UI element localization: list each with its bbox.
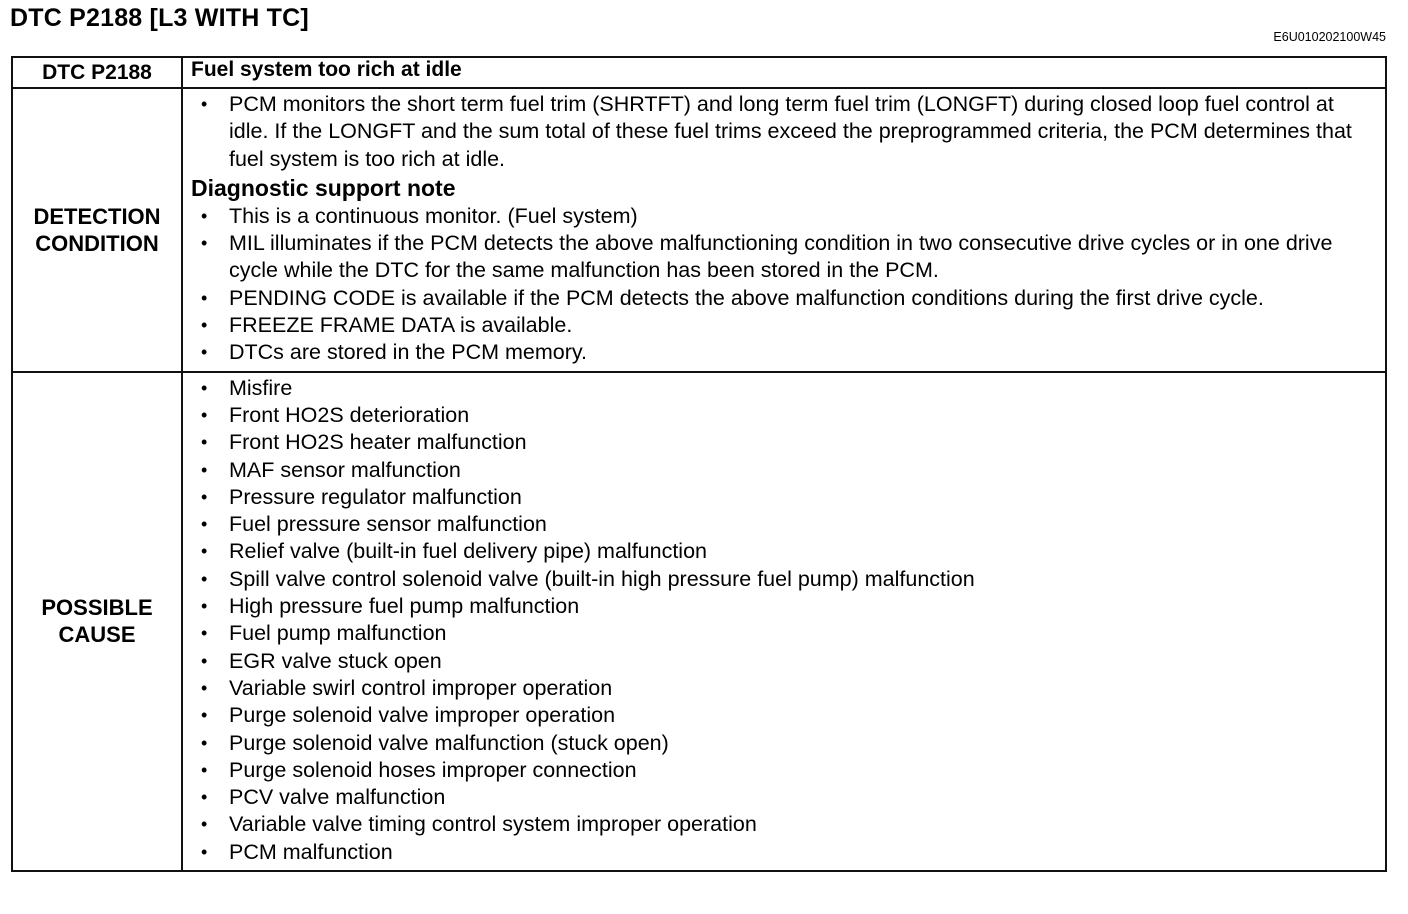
list-item-text: Fuel pump malfunction <box>229 621 447 646</box>
list-item <box>191 566 1375 593</box>
list-item <box>191 285 1375 312</box>
support-note-list <box>191 203 1375 367</box>
list-item-text: Purge solenoid hoses improper connection <box>229 757 637 782</box>
bullet-icon: • <box>201 732 208 753</box>
list-item-text: MIL illuminates if the PCM detects the above malfunctioning condition in two consecutive drive cycles or in one drive cycle while the DTC for the same malfunction has been stored in the PCM. <box>229 231 1333 283</box>
list-item-text: High pressure fuel pump malfunction <box>229 594 580 619</box>
bullet-icon: • <box>201 287 208 308</box>
list-item-text: Front HO2S heater malfunction <box>229 430 527 455</box>
list-item-text: PCM malfunction <box>229 839 393 864</box>
list-item-text: EGR valve stuck open <box>229 648 442 673</box>
detection-intro-list <box>191 91 1375 173</box>
list-item <box>191 484 1375 511</box>
list-item <box>191 620 1375 647</box>
bullet-icon: • <box>201 650 208 671</box>
cause-row <box>12 372 1386 871</box>
bullet-icon: • <box>201 623 208 644</box>
page-title: DTC P2188 [L3 WITH TC] <box>10 4 309 32</box>
detection-label-line2: CONDITION <box>35 230 159 256</box>
list-item-text: Variable valve timing control system improper operation <box>229 812 757 837</box>
bullet-icon: • <box>201 315 208 336</box>
bullet-icon: • <box>201 541 208 562</box>
bullet-icon: • <box>201 596 208 617</box>
list-item <box>191 91 1375 173</box>
bullet-icon: • <box>201 432 208 453</box>
list-item-text: Relief valve (built-in fuel delivery pipe) malfunction <box>229 539 707 564</box>
list-item <box>191 402 1375 429</box>
bullet-icon: • <box>201 514 208 535</box>
bullet-icon: • <box>201 814 208 835</box>
bullet-icon: • <box>201 486 208 507</box>
dtc-table <box>11 56 1387 872</box>
list-item-text: Purge solenoid valve improper operation <box>229 703 616 728</box>
bullet-icon: • <box>201 459 208 480</box>
cause-label <box>12 372 182 871</box>
support-note-heading: Diagnostic support note <box>191 174 456 201</box>
table-header-row <box>12 57 1386 88</box>
list-item <box>191 312 1375 339</box>
bullet-icon: • <box>201 377 208 398</box>
list-item <box>191 839 1375 866</box>
list-item-text: PCV valve malfunction <box>229 785 446 810</box>
detection-label <box>12 88 182 372</box>
list-item <box>191 757 1375 784</box>
bullet-icon: • <box>201 705 208 726</box>
document-id: E6U010202100W45 <box>1273 30 1386 44</box>
list-item <box>191 675 1375 702</box>
list-item-text: This is a continuous monitor. (Fuel system) <box>229 203 638 228</box>
list-item-text: MAF sensor malfunction <box>229 457 461 482</box>
bullet-icon: • <box>201 759 208 780</box>
list-item <box>191 511 1375 538</box>
list-item <box>191 375 1375 402</box>
bullet-icon: • <box>201 342 208 363</box>
bullet-icon: • <box>201 94 208 114</box>
list-item <box>191 730 1375 757</box>
list-item <box>191 648 1375 675</box>
bullet-icon: • <box>201 787 208 808</box>
list-item-text: DTCs are stored in the PCM memory. <box>229 340 588 365</box>
list-item <box>191 457 1375 484</box>
list-item-text: Fuel pressure sensor malfunction <box>229 512 547 537</box>
bullet-icon: • <box>201 677 208 698</box>
list-item <box>191 203 1375 230</box>
bullet-icon: • <box>201 404 208 425</box>
list-item <box>191 811 1375 838</box>
list-item-text: Front HO2S deterioration <box>229 402 470 427</box>
detection-label-line1: DETECTION <box>33 203 161 229</box>
list-item-text: Misfire <box>229 375 293 400</box>
detection-content <box>182 88 1386 372</box>
bullet-icon: • <box>201 233 208 254</box>
possible-cause-list <box>191 375 1375 866</box>
cause-content <box>182 372 1386 871</box>
list-item <box>191 593 1375 620</box>
list-item-text: Variable swirl control improper operation <box>229 675 613 700</box>
list-item <box>191 784 1375 811</box>
list-item-text: Pressure regulator malfunction <box>229 484 522 509</box>
list-item-text: FREEZE FRAME DATA is available. <box>229 313 573 338</box>
detection-row <box>12 88 1386 372</box>
dtc-code-cell: DTC P2188 <box>12 57 182 88</box>
bullet-icon: • <box>201 568 208 589</box>
list-item <box>191 538 1375 565</box>
list-item <box>191 230 1375 285</box>
cause-label-line1: POSSIBLE <box>41 595 153 621</box>
list-item-text: Purge solenoid valve malfunction (stuck open) <box>229 730 669 755</box>
list-item <box>191 339 1375 366</box>
bullet-icon: • <box>201 205 208 226</box>
list-item <box>191 429 1375 456</box>
cause-label-line2: CAUSE <box>58 622 136 648</box>
list-item-text: Spill valve control solenoid valve (built-in high pressure fuel pump) malfunction <box>229 566 975 591</box>
bullet-icon: • <box>201 841 208 862</box>
list-item-text: PENDING CODE is available if the PCM detects the above malfunction conditions during the first drive cycle. <box>229 285 1264 310</box>
dtc-description-cell: Fuel system too rich at idle <box>182 57 1386 88</box>
list-item <box>191 702 1375 729</box>
list-item-text: PCM monitors the short term fuel trim (SHRTFT) and long term fuel trim (LONGFT) during closed loop fuel control at idle. If the LONGFT and the sum total of these fuel trims exceed the preprogrammed criteria, the PCM determines that fuel system is too rich at idle. <box>229 92 1352 171</box>
